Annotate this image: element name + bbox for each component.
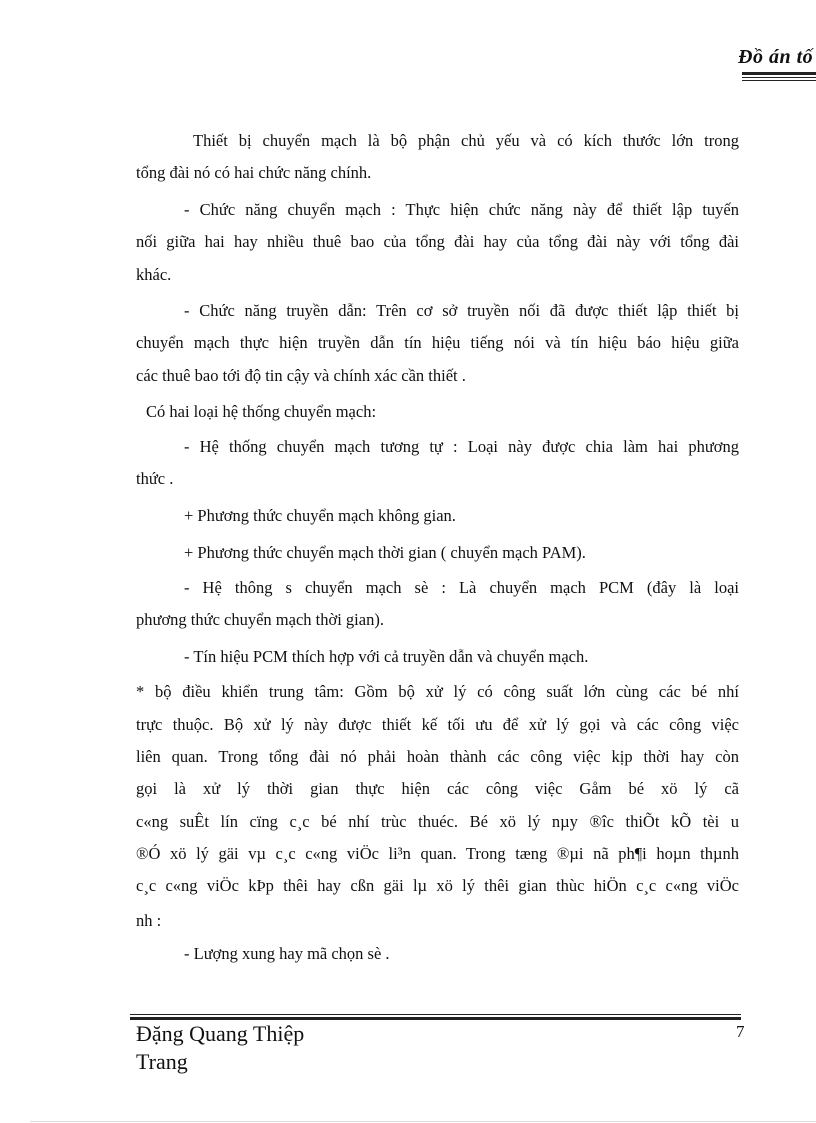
body-line: - Chức năng truyền dẫn: Trên cơ sở truyền nối đã được thiết lập thiết bị (184, 301, 739, 320)
body-line: Có hai loại hệ thống chuyển mạch: (146, 402, 377, 421)
footer-rule (130, 1014, 741, 1015)
header-rule (742, 80, 816, 81)
body-line: * bộ điều khiển trung tâm: Gồm bộ xử lý có công suất lớn cùng các bé nhí (136, 682, 739, 701)
body-line: Thiết bị chuyển mạch là bộ phận chủ yếu và có kích thước lớn trong (193, 131, 739, 150)
body-line: ®Ó xö lý gäi vµ c¸c c«ng viÖc li³n quan. Trong tæng ®µi nã ph¶i hoµn thµnh (136, 844, 739, 863)
body-line: - Chức năng chuyển mạch : Thực hiện chức năng này để thiết lập tuyến (184, 200, 739, 219)
body-line: chuyển mạch thực hiện truyền dẫn tín hiệu tiếng nói và tín hiệu báo hiệu giữa (136, 333, 739, 352)
body-line: tổng đài nó có hai chức năng chính. (136, 163, 372, 182)
header-rule (742, 77, 816, 78)
body-line: - Lượng xung hay mã chọn sè . (184, 944, 390, 963)
body-line: phương thức chuyển mạch thời gian). (136, 610, 384, 629)
body-line: thức . (136, 469, 174, 488)
body-line: c¸c c«ng viÖc kÞp thêi hay cßn gäi lµ xö lý thêi gian thùc hiÖn c¸c c«ng viÖc (136, 876, 739, 895)
body-line: khác. (136, 265, 172, 284)
body-line: c«ng suÊt lín cïng c¸c bé nhí trùc thuéc. Bé xö lý nµy ®îc thiÕt kÕ tèi u (136, 812, 739, 831)
page-number: 7 (736, 1022, 745, 1041)
header-rule (742, 72, 816, 75)
body-line: trực thuộc. Bộ xử lý này được thiết kế tối ưu để xử lý gọi và các công việc (136, 715, 739, 734)
page-bottom-divider (30, 1121, 816, 1122)
body-line: liên quan. Trong tổng đài nó phải hoàn thành các công việc kịp thời hay còn (136, 747, 739, 766)
body-line: + Phương thức chuyển mạch thời gian ( chuyển mạch PAM). (184, 543, 586, 562)
body-line: nh : (136, 911, 162, 930)
header-title: Đồ án tố (738, 46, 814, 68)
body-line: + Phương thức chuyển mạch không gian. (184, 506, 456, 525)
footer-author: Đặng Quang Thiệp (136, 1021, 305, 1046)
body-line: nối giữa hai hay nhiều thuê bao của tổng đài hay của tổng đài này với tổng đài (136, 232, 739, 251)
body-line: gọi là xử lý thời gian thực hiện các công việc Gåm bé xö lý cã (136, 779, 739, 798)
body-line: - Tín hiệu PCM thích hợp với cả truyền dẫn và chuyển mạch. (184, 647, 589, 666)
body-line: - Hệ thống chuyển mạch tương tự : Loại này được chia làm hai phương (184, 437, 739, 456)
footer-subtitle: Trang (136, 1049, 188, 1074)
body-line: - Hệ thông s chuyển mạch sè : Là chuyển mạch PCM (đây là loại (184, 578, 739, 597)
body-line: các thuê bao tới độ tin cậy và chính xác cần thiết . (136, 366, 466, 385)
